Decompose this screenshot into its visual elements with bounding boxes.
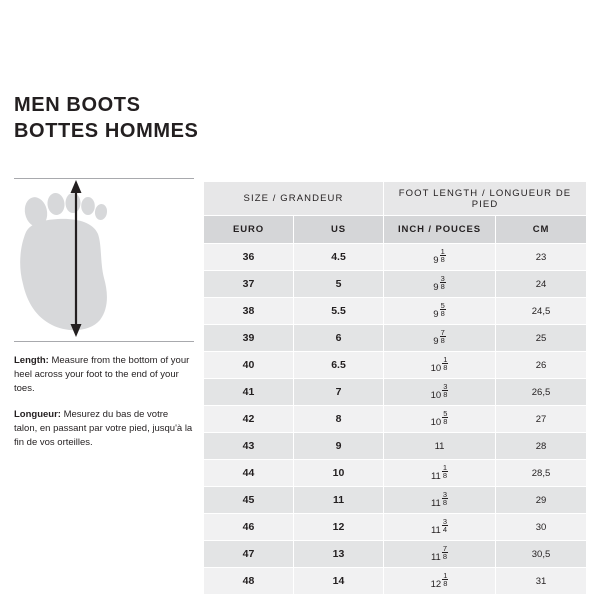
inch-fraction-denominator: 8	[440, 282, 445, 292]
inch-fraction-denominator: 8	[442, 552, 448, 562]
inch-fraction	[442, 464, 448, 479]
inch-whole: 9	[433, 308, 439, 320]
inch-whole: 10	[430, 362, 442, 374]
cell-euro: 47	[204, 541, 294, 568]
inch-whole: 12	[430, 578, 442, 590]
cell-cm: 26,5	[496, 379, 587, 406]
cell-us: 10	[294, 460, 384, 487]
inch-fraction-numerator: 7	[442, 544, 448, 554]
table-row	[204, 487, 587, 514]
cell-us: 9	[294, 433, 384, 460]
inch-fraction-numerator: 7	[440, 328, 445, 338]
inch-fraction	[440, 248, 446, 263]
table-row	[204, 460, 587, 487]
inch-fraction-denominator: 8	[442, 471, 448, 481]
page-title	[14, 92, 434, 144]
table-row	[204, 541, 587, 568]
cell-inch	[384, 433, 496, 460]
table-group-header-row	[204, 182, 587, 216]
cell-euro: 37	[204, 271, 294, 298]
measurement-guide	[14, 178, 194, 462]
inch-fraction	[440, 302, 446, 317]
cell-cm: 24,5	[496, 298, 587, 325]
cell-us: 6.5	[294, 352, 384, 379]
cell-us: 12	[294, 514, 384, 541]
inch-fraction-numerator: 3	[442, 517, 448, 527]
cell-euro: 44	[204, 460, 294, 487]
cell-euro: 41	[204, 379, 294, 406]
table-column-header-row	[204, 216, 587, 244]
cell-inch	[384, 379, 496, 406]
cell-inch	[384, 487, 496, 514]
table-row	[204, 406, 587, 433]
inch-whole: 9	[433, 335, 439, 347]
note-english	[14, 354, 194, 396]
cell-us: 5.5	[294, 298, 384, 325]
cell-inch	[384, 514, 496, 541]
cell-inch	[384, 406, 496, 433]
cell-inch	[384, 541, 496, 568]
title-french: BOTTES HOMMES	[14, 120, 199, 142]
table-row	[204, 514, 587, 541]
inch-fraction	[442, 545, 448, 560]
inch-fraction-denominator: 8	[443, 579, 448, 589]
inch-whole: 11	[430, 497, 441, 509]
measurement-notes	[14, 354, 194, 450]
cell-cm: 29	[496, 487, 587, 514]
inch-whole: 11	[430, 470, 441, 482]
group-header-size: SIZE / GRANDEUR	[204, 182, 384, 216]
cell-us: 7	[294, 379, 384, 406]
cell-us: 6	[294, 325, 384, 352]
table-row	[204, 568, 587, 595]
inch-fraction-denominator: 8	[440, 255, 445, 265]
inch-fraction-numerator: 1	[443, 571, 448, 581]
table-row	[204, 271, 587, 298]
table-row	[204, 352, 587, 379]
size-table-container	[203, 181, 586, 595]
inch-fraction-numerator: 5	[440, 301, 445, 311]
cell-inch	[384, 460, 496, 487]
cell-inch	[384, 325, 496, 352]
cell-cm: 30,5	[496, 541, 587, 568]
group-header-foot-length: FOOT LENGTH / LONGUEUR DE PIED	[384, 182, 587, 216]
table-row	[204, 325, 587, 352]
inch-fraction-numerator: 3	[443, 382, 448, 392]
cell-us: 8	[294, 406, 384, 433]
inch-fraction-numerator: 1	[440, 247, 445, 257]
inch-fraction-denominator: 8	[443, 417, 448, 427]
inch-whole: 11	[430, 524, 441, 536]
cell-euro: 46	[204, 514, 294, 541]
inch-whole: 10	[430, 389, 442, 401]
table-row	[204, 379, 587, 406]
inch-fraction-denominator: 8	[443, 363, 448, 373]
cell-us: 5	[294, 271, 384, 298]
size-table	[203, 181, 587, 595]
inch-whole: 11	[434, 440, 445, 452]
cell-cm: 28,5	[496, 460, 587, 487]
inch-fraction-numerator: 3	[440, 274, 445, 284]
table-row	[204, 433, 587, 460]
inch-whole: 10	[430, 416, 442, 428]
cell-cm: 25	[496, 325, 587, 352]
table-row	[204, 244, 587, 271]
inch-fraction	[442, 518, 448, 533]
inch-fraction	[442, 572, 448, 587]
inch-fraction	[442, 356, 448, 371]
inch-fraction-numerator: 1	[442, 463, 448, 473]
column-header-cm: CM	[496, 216, 587, 244]
cell-us: 4.5	[294, 244, 384, 271]
inch-fraction-denominator: 8	[442, 498, 448, 508]
cell-inch	[384, 298, 496, 325]
cell-inch	[384, 271, 496, 298]
inch-whole: 9	[433, 281, 439, 293]
cell-inch	[384, 244, 496, 271]
cell-us: 14	[294, 568, 384, 595]
cell-cm: 28	[496, 433, 587, 460]
cell-cm: 26	[496, 352, 587, 379]
note-french-label: Longueur:	[14, 409, 61, 420]
title-english: MEN BOOTS	[14, 94, 141, 116]
inch-fraction-denominator: 8	[440, 309, 445, 319]
cell-euro: 45	[204, 487, 294, 514]
column-header-inch: INCH / POUCES	[384, 216, 496, 244]
cell-us: 13	[294, 541, 384, 568]
cell-cm: 30	[496, 514, 587, 541]
inch-fraction	[440, 275, 446, 290]
inch-fraction-numerator: 5	[443, 409, 448, 419]
column-header-euro: EURO	[204, 216, 294, 244]
length-arrow-icon	[14, 178, 194, 342]
cell-inch	[384, 352, 496, 379]
note-french	[14, 408, 194, 450]
inch-fraction-denominator: 8	[440, 336, 445, 346]
inch-fraction	[440, 329, 446, 344]
table-body	[204, 244, 587, 595]
note-english-text: Measure from the bottom of your heel across your foot to the end of your toes.	[14, 355, 190, 394]
inch-fraction	[442, 491, 448, 506]
cell-cm: 24	[496, 271, 587, 298]
cell-euro: 48	[204, 568, 294, 595]
cell-euro: 42	[204, 406, 294, 433]
cell-us: 11	[294, 487, 384, 514]
cell-euro: 38	[204, 298, 294, 325]
cell-inch	[384, 568, 496, 595]
inch-fraction-numerator: 3	[442, 490, 448, 500]
note-french-text: Mesurez du bas de votre talon, en passant par votre pied, jusqu'à la fin de vos orteilles.	[14, 409, 193, 448]
inch-fraction	[442, 383, 448, 398]
cell-euro: 40	[204, 352, 294, 379]
cell-euro: 36	[204, 244, 294, 271]
cell-cm: 23	[496, 244, 587, 271]
inch-fraction-denominator: 4	[442, 525, 448, 535]
inch-fraction-denominator: 8	[443, 390, 448, 400]
cell-euro: 39	[204, 325, 294, 352]
cell-cm: 31	[496, 568, 587, 595]
column-header-us: US	[294, 216, 384, 244]
inch-fraction	[442, 410, 448, 425]
inch-whole: 11	[430, 551, 441, 563]
inch-whole: 9	[433, 254, 439, 266]
table-row	[204, 298, 587, 325]
inch-fraction-numerator: 1	[443, 355, 448, 365]
foot-diagram	[14, 178, 194, 342]
cell-euro: 43	[204, 433, 294, 460]
cell-cm: 27	[496, 406, 587, 433]
note-english-label: Length:	[14, 355, 49, 366]
